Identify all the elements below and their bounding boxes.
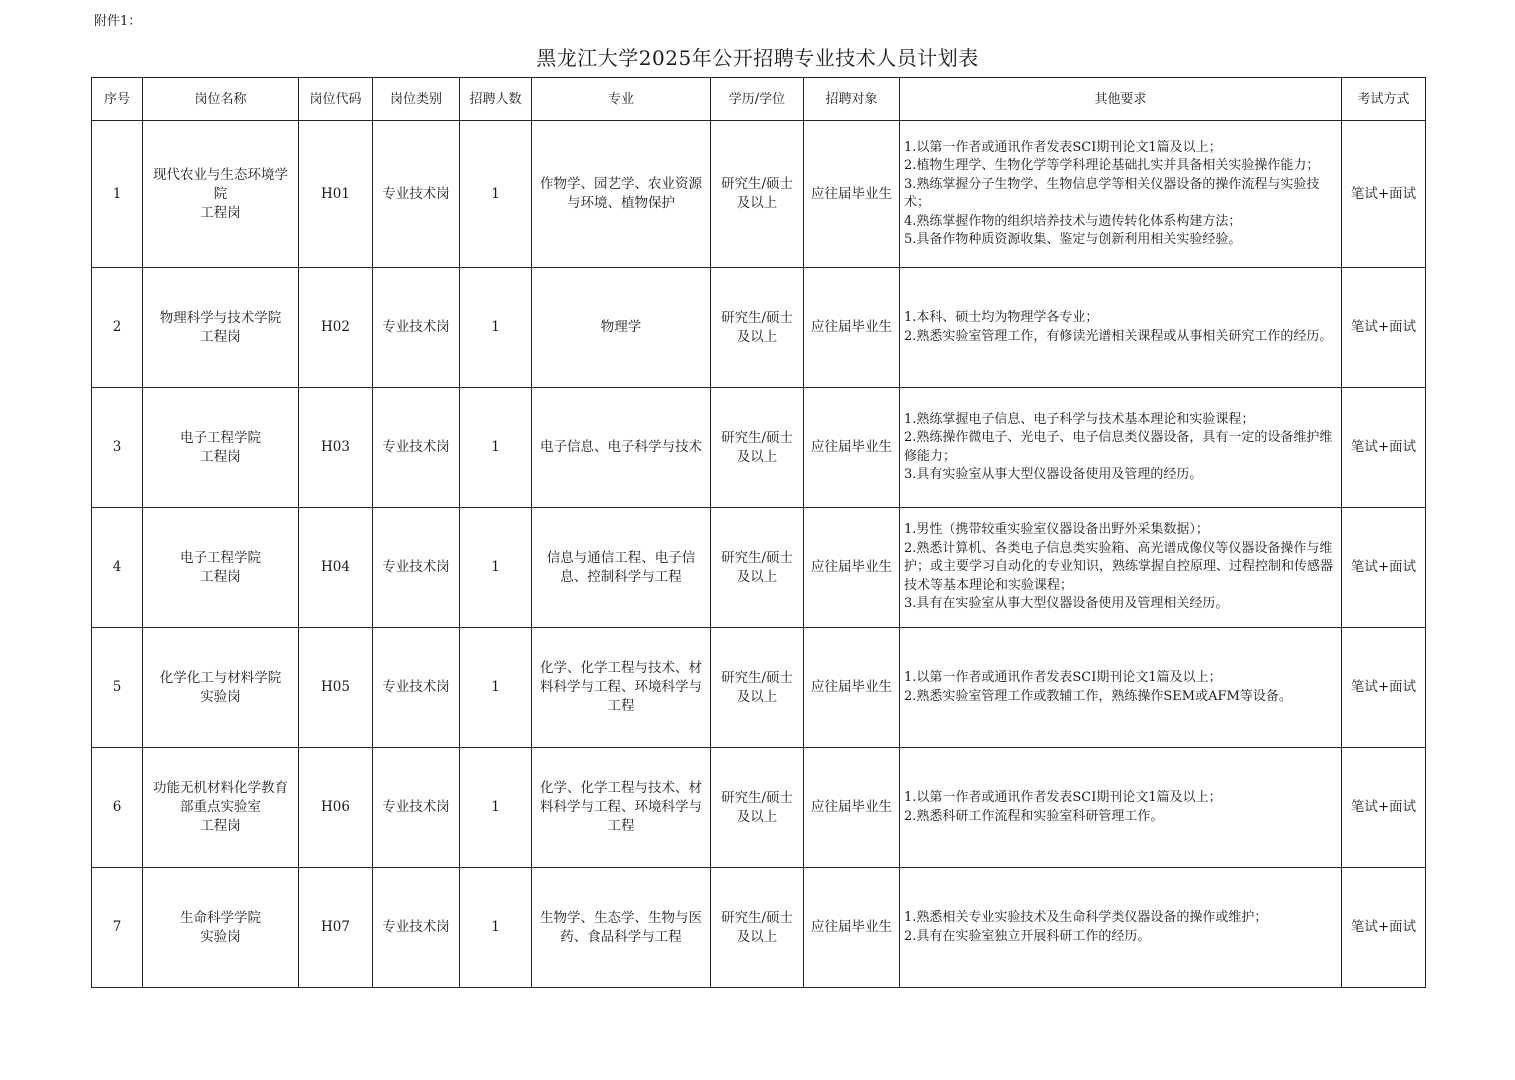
cell-position-code: H02: [299, 268, 373, 388]
cell-recruit-count: 1: [460, 388, 532, 508]
cell-target: 应往届毕业生: [804, 628, 900, 748]
cell-position-category: 专业技术岗: [373, 388, 460, 508]
cell-target: 应往届毕业生: [804, 268, 900, 388]
cell-degree: 研究生/硕士及以上: [711, 628, 804, 748]
cell-target: 应往届毕业生: [804, 121, 900, 268]
table-row: [92, 628, 1426, 748]
position-name-line: 工程岗: [200, 818, 241, 834]
cell-number: 6: [92, 748, 143, 868]
column-header: 岗位类别: [373, 78, 460, 121]
cell-major: 物理学: [532, 268, 711, 388]
position-name-line: 物理科学与技术学院: [159, 309, 282, 326]
cell-requirements: [900, 121, 1342, 268]
requirement-line: 1.以第一作者或通讯作者发表SCI期刊论文1篇及以上；: [904, 139, 1222, 155]
requirement-line: 5.具备作物种质资源收集、鉴定与创新利用相关实验经验。: [904, 232, 1242, 247]
cell-degree: 研究生/硕士及以上: [711, 388, 804, 508]
column-header: 招聘人数: [460, 78, 532, 121]
cell-exam-method: 笔试+面试: [1342, 388, 1426, 508]
cell-position-category: 专业技术岗: [373, 628, 460, 748]
position-name-line: 化学化工与材料学院: [159, 669, 282, 686]
column-header: 考试方式: [1342, 78, 1426, 121]
cell-requirements: [900, 268, 1342, 388]
column-header: 序号: [92, 78, 143, 121]
position-name-line: 现代农业与生态环境学院: [153, 166, 288, 202]
annex-label: 附件1：: [94, 14, 142, 29]
cell-exam-method: 笔试+面试: [1342, 748, 1426, 868]
requirement-line: 4.熟练掌握作物的组织培养技术与遗传转化体系构建方法；: [904, 213, 1242, 229]
column-header: 岗位代码: [299, 78, 373, 121]
cell-recruit-count: 1: [460, 268, 532, 388]
cell-target: 应往届毕业生: [804, 508, 900, 628]
cell-position-name: [143, 508, 299, 628]
cell-requirements: [900, 868, 1342, 988]
cell-position-category: 专业技术岗: [373, 748, 460, 868]
cell-position-name: [143, 868, 299, 988]
position-name-line: 实验岗: [200, 928, 241, 945]
position-name-line: 功能无机材料化学教育部重点实验室: [153, 780, 288, 815]
position-name-line: 工程岗: [200, 328, 241, 345]
cell-position-name: [143, 388, 299, 508]
position-name-line: 生命科学学院: [180, 909, 261, 926]
cell-position-category: 专业技术岗: [373, 268, 460, 388]
cell-position-code: H05: [299, 628, 373, 748]
cell-number: 7: [92, 868, 143, 988]
table-row: [92, 388, 1426, 508]
table-row: [92, 508, 1426, 628]
column-header: 学历/学位: [711, 78, 804, 121]
column-header: 岗位名称: [143, 78, 299, 121]
requirement-line: 3.熟练掌握分子生物学、生物信息学等相关仪器设备的操作流程与实验技术；: [904, 176, 1320, 210]
cell-requirements: [900, 388, 1342, 508]
cell-position-name: [143, 121, 299, 268]
position-name-line: 工程岗: [200, 448, 241, 465]
requirement-line: 1.以第一作者或通讯作者发表SCI期刊论文1篇及以上；: [904, 790, 1222, 805]
column-header: 其他要求: [900, 78, 1342, 121]
cell-recruit-count: 1: [460, 628, 532, 748]
cell-position-code: H06: [299, 748, 373, 868]
cell-exam-method: 笔试+面试: [1342, 268, 1426, 388]
requirement-line: 2.熟悉实验室管理工作或教辅工作，熟练操作SEM或AFM等设备。: [904, 688, 1292, 704]
requirement-line: 2.熟练操作微电子、光电子、电子信息类仪器设备，具有一定的设备维护维修能力；: [904, 430, 1333, 464]
cell-exam-method: 笔试+面试: [1342, 868, 1426, 988]
column-header: 专业: [532, 78, 711, 121]
cell-number: 4: [92, 508, 143, 628]
cell-recruit-count: 1: [460, 121, 532, 268]
table-row: [92, 121, 1426, 268]
cell-requirements: [900, 628, 1342, 748]
cell-exam-method: 笔试+面试: [1342, 628, 1426, 748]
requirement-line: 1.本科、硕士均为物理学各专业；: [904, 310, 1099, 325]
cell-position-name: [143, 748, 299, 868]
table-header-row: [92, 78, 1426, 121]
cell-target: 应往届毕业生: [804, 748, 900, 868]
requirement-line: 1.以第一作者或通讯作者发表SCI期刊论文1篇及以上；: [904, 670, 1222, 685]
cell-degree: 研究生/硕士及以上: [711, 268, 804, 388]
cell-exam-method: 笔试+面试: [1342, 508, 1426, 628]
cell-requirements: [900, 748, 1342, 868]
cell-position-code: H07: [299, 868, 373, 988]
column-header: 招聘对象: [804, 78, 900, 121]
cell-major: 化学、化学工程与技术、材料科学与工程、环境科学与工程: [532, 748, 711, 868]
cell-requirements: [900, 508, 1342, 628]
cell-major: 化学、化学工程与技术、材料科学与工程、环境科学与工程: [532, 628, 711, 748]
page-title: 黑龙江大学2025年公开招聘专业技术人员计划表: [536, 46, 979, 70]
position-name-line: 工程岗: [200, 204, 241, 221]
requirement-line: 1.熟悉相关专业实验技术及生命科学类仪器设备的操作或维护；: [904, 910, 1268, 925]
requirement-line: 3.具有实验室从事大型仪器设备使用及管理的经历。: [904, 467, 1203, 482]
requirement-line: 2.熟悉科研工作流程和实验室科研管理工作。: [904, 808, 1164, 824]
table-row: [92, 268, 1426, 388]
cell-number: 2: [92, 268, 143, 388]
cell-major: 信息与通信工程、电子信息、控制科学与工程: [532, 508, 711, 628]
cell-degree: 研究生/硕士及以上: [711, 121, 804, 268]
cell-major: 电子信息、电子科学与技术: [532, 388, 711, 508]
requirement-line: 2.植物生理学、生物化学等学科理论基础扎实并具备相关实验操作能力；: [904, 158, 1320, 173]
requirement-line: 2.熟悉实验室管理工作，有修读光谱相关课程或从事相关研究工作的经历。: [904, 328, 1333, 344]
requirement-line: 2.具有在实验室独立开展科研工作的经历。: [904, 928, 1151, 944]
position-name-line: 电子工程学院: [180, 429, 261, 446]
table-row: [92, 868, 1426, 988]
cell-target: 应往届毕业生: [804, 868, 900, 988]
position-name-line: 实验岗: [200, 688, 241, 705]
cell-degree: 研究生/硕士及以上: [711, 868, 804, 988]
cell-degree: 研究生/硕士及以上: [711, 748, 804, 868]
cell-recruit-count: 1: [460, 868, 532, 988]
position-name-line: 电子工程学院: [180, 549, 261, 566]
requirement-line: 2.熟悉计算机、各类电子信息类实验箱、高光谱成像仪等仪器设备操作与维护；或主要学习自动化的专业知识，熟练掌握自控原理、过程控制和传感器技术等基本理论和实验课程；: [904, 540, 1334, 593]
cell-major: 作物学、园艺学、农业资源与环境、植物保护: [532, 121, 711, 268]
cell-position-code: H03: [299, 388, 373, 508]
cell-position-category: 专业技术岗: [373, 868, 460, 988]
cell-recruit-count: 1: [460, 508, 532, 628]
cell-position-category: 专业技术岗: [373, 121, 460, 268]
position-name-line: 工程岗: [200, 568, 241, 585]
table-row: [92, 748, 1426, 868]
cell-exam-method: 笔试+面试: [1342, 121, 1426, 268]
cell-recruit-count: 1: [460, 748, 532, 868]
cell-target: 应往届毕业生: [804, 388, 900, 508]
cell-degree: 研究生/硕士及以上: [711, 508, 804, 628]
cell-position-name: [143, 268, 299, 388]
cell-number: 3: [92, 388, 143, 508]
requirement-line: 1.熟练掌握电子信息、电子科学与技术基本理论和实验课程；: [904, 411, 1255, 427]
cell-position-code: H04: [299, 508, 373, 628]
cell-position-code: H01: [299, 121, 373, 268]
cell-position-category: 专业技术岗: [373, 508, 460, 628]
cell-number: 5: [92, 628, 143, 748]
recruitment-plan-table: [91, 77, 1426, 988]
requirement-line: 3.具有在实验室从事大型仪器设备使用及管理相关经历。: [904, 596, 1229, 612]
requirement-line: 1.男性（携带较重实验室仪器设备出野外采集数据）；: [904, 522, 1209, 538]
cell-position-name: [143, 628, 299, 748]
cell-number: 1: [92, 121, 143, 268]
cell-major: 生物学、生态学、生物与医药、食品科学与工程: [532, 868, 711, 988]
